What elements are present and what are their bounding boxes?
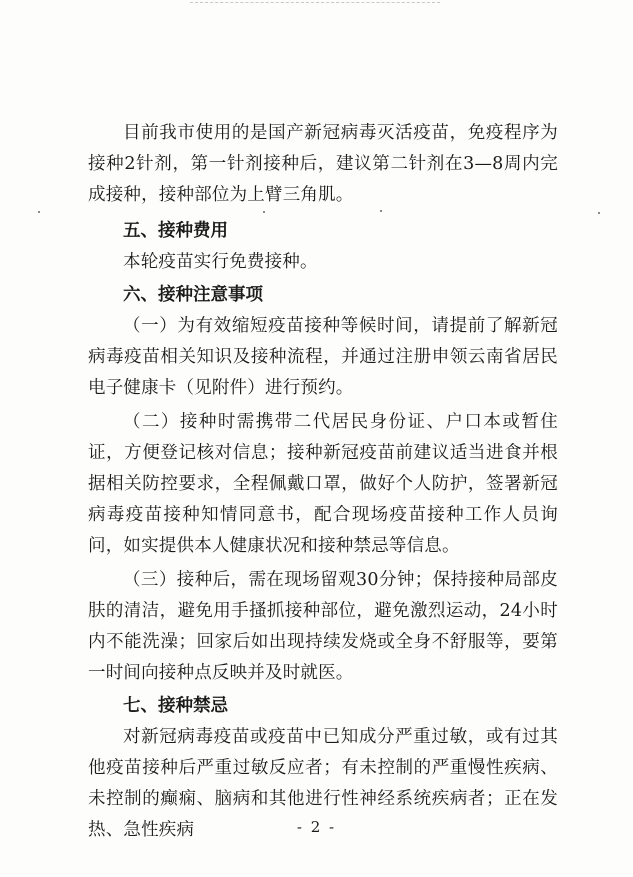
paragraph-note-1: （一）为有效缩短疫苗接种等候时间，请提前了解新冠病毒疫苗相关知识及接种流程，并通过注册申领云南省居民电子健康卡（见附件）进行预约。 — [88, 316, 558, 398]
paragraph-vaccine-schedule: 目前我市使用的是国产新冠病毒灭活疫苗，免疫程序为接种2针剂，第一针剂接种后，建议第二针剂在3—8周内完成接种，接种部位为上臂三角肌。 — [88, 123, 558, 205]
paragraph-note-3: （三）接种后，需在现场留观30分钟；保持接种局部皮肤的清洁，避免用手搔抓接种部位，避免激烈运动，24小时内不能洗澡；回家后如出现持续发烧或全身不舒服等，要第一时间向接种点反映并及时就医。 — [88, 570, 558, 683]
paragraph-free-vaccination: 本轮疫苗实行免费接种。 — [123, 252, 318, 272]
paragraph-contraindications: 对新冠病毒疫苗或疫苗中已知成分严重过敏，或有过其他疫苗接种后严重过敏反应者；有未控制的严重慢性疾病、未控制的癫痫、脑病和其他进行性神经系统疾病者；正在发热、急性疾病 — [88, 727, 558, 840]
scan-speck — [38, 211, 40, 213]
heading-vaccination-notes: 六、接种注意事项 — [123, 285, 263, 305]
heading-vaccination-fee: 五、接种费用 — [123, 221, 228, 241]
heading-contraindications: 七、接种禁忌 — [123, 696, 228, 716]
page-number: - 2 - — [296, 818, 337, 836]
scan-top-edge — [190, 2, 440, 4]
paragraph-note-2: （二）接种时需携带二代居民身份证、户口本或暂住证，方便登记核对信息；接种新冠疫苗前建议适当进食并根据相关防控要求，全程佩戴口罩，做好个人防护，签署新冠病毒疫苗接种知情同意书，配合现场疫苗接种工作人员询问，如实提供本人健康状况和接种禁忌等信息。 — [88, 412, 558, 556]
scan-speck — [598, 212, 600, 214]
document-body — [88, 118, 558, 846]
